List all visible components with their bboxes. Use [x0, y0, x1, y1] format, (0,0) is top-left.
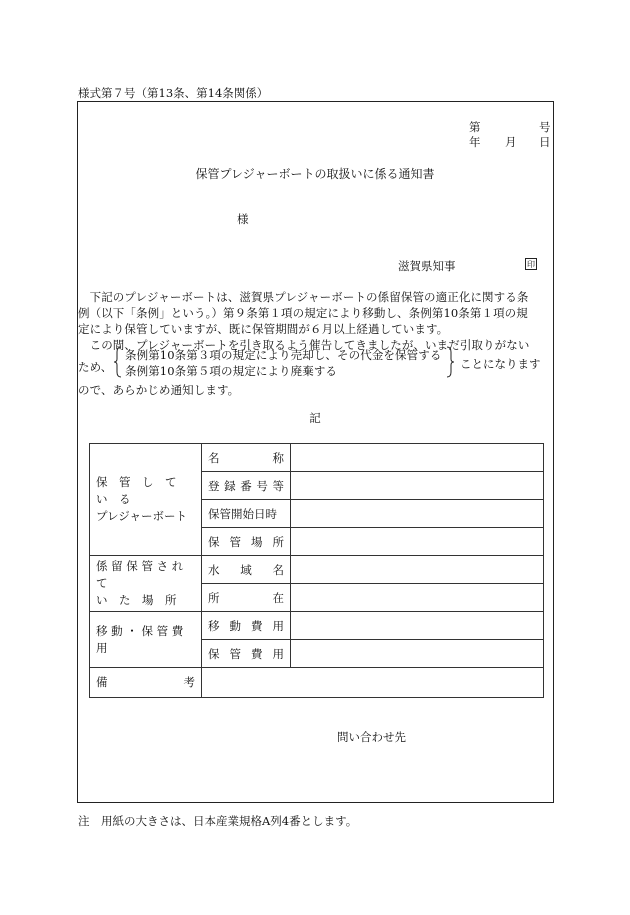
ki-heading: 記: [309, 411, 321, 425]
paragraph2-prefix: ため、: [78, 360, 113, 374]
label-part: 場: [251, 534, 263, 549]
document-title: 保管プレジャーボートの取扱いに係る通知書: [195, 167, 435, 181]
label-part: 保管開始日時: [208, 506, 277, 521]
label-storage-start: [202, 500, 291, 528]
form-number-label: 様式第７号（第13条、第14条関係）: [78, 86, 269, 100]
label-part: 保: [208, 646, 220, 661]
label-part: 備: [96, 675, 108, 689]
value-registration-number[interactable]: [291, 472, 544, 500]
label-part: 考: [183, 675, 195, 689]
label-part: 保: [208, 534, 220, 549]
group-mooring-place: [90, 556, 202, 612]
addressee-honorific: 様: [237, 212, 249, 226]
option-dispose: 条例第10条第５項の規定により廃棄する: [125, 364, 338, 378]
value-storage-cost[interactable]: [291, 640, 544, 668]
group-stored-boat: [90, 444, 202, 556]
label-moving-cost: [202, 612, 291, 640]
label-part: 用: [272, 646, 284, 661]
label-part: 移: [208, 618, 220, 633]
label-part: 号: [256, 478, 268, 493]
label-part: 所: [272, 534, 284, 549]
label-storage-place: [202, 528, 291, 556]
boat-info-table: [89, 443, 544, 698]
group-mooring-place-line1: 係 留 保 管 さ れ て: [96, 559, 184, 590]
number-prefix: 第: [469, 120, 481, 134]
paragraph1-line3: 定により保管していますが、既に保管期間が６月以上経過しています。: [78, 322, 449, 336]
option-sell: 条例第10条第３項の規定により売却し、その代金を保管する: [125, 348, 442, 362]
label-registration-number: [202, 472, 291, 500]
contact-label: 問い合わせ先: [337, 730, 406, 744]
sender-name: 滋賀県知事: [398, 259, 456, 273]
label-location: [202, 584, 291, 612]
group-costs-label: 移 動 ・ 保 管 費 用: [96, 623, 184, 655]
label-remarks: [90, 668, 202, 698]
label-part: 称: [272, 450, 284, 465]
label-part: 水: [208, 562, 220, 577]
group-stored-boat-line1: 保 管 し て い る: [96, 475, 188, 506]
value-location[interactable]: [291, 584, 544, 612]
group-mooring-place-line2: い た 場 所: [96, 593, 177, 607]
value-water-area[interactable]: [291, 556, 544, 584]
date-month: 月: [505, 135, 517, 149]
label-part: 管: [229, 534, 241, 549]
seal-mark: 印: [527, 260, 535, 269]
label-part: 費: [251, 618, 263, 633]
date-year: 年: [469, 135, 481, 149]
label-part: 費: [251, 646, 263, 661]
paragraph2-line1: この間、プレジャーボートを引き取るよう催告してきましたが、いまだ引取りがない: [78, 338, 530, 352]
label-part: 管: [229, 646, 241, 661]
label-part: 動: [229, 618, 241, 633]
number-suffix: 号: [539, 120, 551, 134]
label-storage-cost: [202, 640, 291, 668]
label-water-area: [202, 556, 291, 584]
value-name[interactable]: [291, 444, 544, 472]
label-part: 在: [272, 590, 284, 605]
paragraph2-line3: ので、あらかじめ通知します。: [78, 383, 240, 397]
label-part: 域: [240, 562, 252, 577]
paragraph1-line1: 下記のプレジャーボートは、滋賀県プレジャーボートの係留保管の適正化に関する条: [78, 290, 529, 304]
paper-size-note: 注 用紙の大きさは、日本産業規格A列4番とします。: [78, 814, 358, 828]
label-part: 登: [208, 478, 220, 493]
label-part: 録: [224, 478, 236, 493]
label-part: 所: [208, 590, 220, 605]
label-part: 名: [208, 450, 220, 465]
value-moving-cost[interactable]: [291, 612, 544, 640]
group-costs: [90, 612, 202, 668]
label-part: 番: [240, 478, 252, 493]
group-stored-boat-line2: プレジャーボート: [96, 509, 188, 523]
label-part: 等: [272, 478, 284, 493]
value-storage-place[interactable]: [291, 528, 544, 556]
paragraph1-line2: 例（以下「条例」という。）第９条第１項の規定により移動し、条例第10条第１項の規: [78, 306, 528, 320]
value-storage-start[interactable]: [291, 500, 544, 528]
value-remarks[interactable]: [202, 668, 544, 698]
label-part: 用: [272, 618, 284, 633]
paragraph2-suffix: ことになります: [460, 357, 541, 371]
label-part: 名: [272, 562, 284, 577]
date-day: 日: [539, 135, 551, 149]
label-name: [202, 444, 291, 472]
